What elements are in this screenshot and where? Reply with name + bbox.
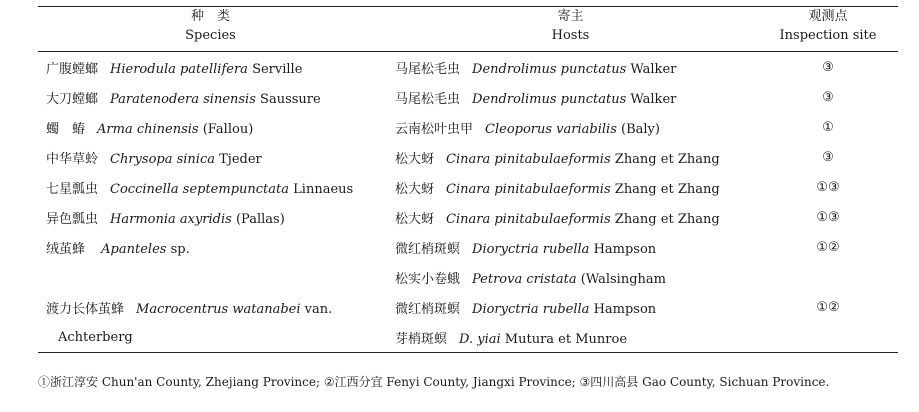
header-hosts [383, 7, 758, 52]
header-site-cn: 观测点 [808, 9, 848, 24]
inspection-site-cell: ①③ [816, 179, 840, 195]
host-authority: Walker [630, 91, 677, 107]
host-authority: Walker [630, 61, 677, 77]
species-host-table-container [38, 6, 898, 353]
table-row [38, 112, 898, 142]
species-chinese-name: 渡力长体茧蜂 [46, 301, 125, 317]
species-cell [38, 52, 383, 83]
host-authority: Hampson [593, 241, 657, 257]
host-scientific-name: Petrova cristata [472, 271, 577, 287]
species-cell [38, 232, 383, 262]
host-scientific-name: Dioryctria rubella [472, 301, 590, 317]
host-cell [383, 82, 758, 112]
species-scientific-name: Chrysopa sinica [110, 151, 215, 167]
host-authority: (Baly) [621, 121, 660, 137]
table-row [38, 322, 898, 353]
host-authority: Zhang et Zhang [614, 181, 720, 197]
host-cell [383, 202, 758, 232]
host-chinese-name: 马尾松毛虫 [395, 61, 461, 77]
header-hosts-en: Hosts [551, 28, 590, 43]
header-species-en: Species [185, 28, 236, 43]
host-authority: (Walsingham [580, 271, 666, 287]
host-cell [383, 322, 758, 353]
inspection-site-cell [758, 262, 898, 292]
species-cell [38, 202, 383, 232]
species-cell [38, 172, 383, 202]
host-cell [383, 112, 758, 142]
species-chinese-name: 绒茧蜂 [46, 241, 86, 257]
species-chinese-name: 异色瓢虫 [46, 211, 99, 227]
species-host-table [38, 6, 898, 353]
host-chinese-name: 松实小卷蛾 [395, 271, 461, 287]
host-cell [383, 142, 758, 172]
host-cell [383, 172, 758, 202]
header-site [758, 7, 898, 52]
species-authority: van. [304, 301, 333, 317]
species-authority: Tjeder [219, 151, 262, 167]
host-chinese-name: 松大蚜 [395, 211, 435, 227]
host-scientific-name: Cinara pinitabulaeformis [446, 151, 611, 167]
inspection-site-cell: ①② [816, 239, 840, 255]
host-scientific-name: Dendrolimus punctatus [472, 61, 627, 77]
host-chinese-name: 芽梢斑螟 [395, 331, 448, 347]
table-body [38, 52, 898, 353]
species-cell [38, 292, 383, 322]
species-cell [38, 112, 383, 142]
species-chinese-name: 七星瓢虫 [46, 181, 99, 197]
inspection-site-cell: ③ [822, 149, 834, 165]
species-cell [38, 322, 383, 353]
table-row [38, 52, 898, 83]
host-cell [383, 292, 758, 322]
host-authority: Zhang et Zhang [614, 211, 720, 227]
host-authority: Zhang et Zhang [614, 151, 720, 167]
species-chinese-name: 蠋 蝽 [46, 121, 86, 137]
inspection-site-cell: ①② [816, 299, 840, 315]
host-cell [383, 232, 758, 262]
host-scientific-name: Dendrolimus punctatus [472, 91, 627, 107]
species-scientific-name: Harmonia axyridis [110, 211, 232, 227]
table-row [38, 262, 898, 292]
species-authority: Apanteles sp. [101, 241, 190, 257]
header-site-en: Inspection site [779, 28, 877, 43]
host-cell [383, 52, 758, 83]
table-row [38, 82, 898, 112]
host-chinese-name: 微红梢斑螟 [395, 241, 461, 257]
species-authority: Achterberg [58, 329, 133, 345]
species-scientific-name: Hierodula patellifera [110, 61, 248, 77]
header-species-cn: 种 类 [190, 9, 230, 24]
table-row [38, 232, 898, 262]
table-row [38, 202, 898, 232]
table-header-row [38, 7, 898, 52]
species-authority: (Pallas) [235, 211, 285, 227]
inspection-site-cell: ③ [822, 89, 834, 105]
inspection-site-cell: ③ [822, 59, 834, 75]
species-cell [38, 142, 383, 172]
species-cell [38, 82, 383, 112]
table-footnote: ①浙江淳安 Chun'an County, Zhejiang Province; ②江西分宜 Fenyi County, Jiangxi Province; ③四川高县 Gao County, Sichuan Province. [38, 375, 830, 389]
species-scientific-name: Arma chinensis [97, 121, 199, 137]
species-scientific-name: Paratenodera sinensis [110, 91, 256, 107]
species-scientific-name: Coccinella septempunctata [110, 181, 290, 197]
species-authority: (Fallou) [202, 121, 254, 137]
host-authority: Mutura et Munroe [504, 331, 628, 347]
inspection-site-cell: ①③ [816, 209, 840, 225]
species-chinese-name: 广腹螳螂 [46, 61, 99, 77]
species-chinese-name: 大刀螳螂 [46, 91, 99, 107]
species-scientific-name: Macrocentrus watanabei [136, 301, 301, 317]
species-authority: Linnaeus [293, 181, 354, 197]
host-scientific-name: Cleoporus variabilis [485, 121, 617, 137]
host-scientific-name: Dioryctria rubella [472, 241, 590, 257]
host-scientific-name: Cinara pinitabulaeformis [446, 211, 611, 227]
host-chinese-name: 云南松叶虫甲 [395, 121, 474, 137]
host-chinese-name: 微红梢斑螟 [395, 301, 461, 317]
host-authority: Hampson [593, 301, 657, 317]
host-cell [383, 262, 758, 292]
host-scientific-name: Cinara pinitabulaeformis [446, 181, 611, 197]
header-species [38, 7, 383, 52]
host-chinese-name: 松大蚜 [395, 181, 435, 197]
table-row [38, 142, 898, 172]
species-authority: Serville [252, 61, 303, 77]
table-row [38, 292, 898, 322]
species-authority: Saussure [260, 91, 321, 107]
species-cell [38, 262, 383, 292]
host-chinese-name: 松大蚜 [395, 151, 435, 167]
inspection-site-cell: ① [822, 119, 834, 135]
species-chinese-name: 中华草蛉 [46, 151, 99, 167]
inspection-site-cell [758, 322, 898, 353]
host-scientific-name: D. yiai [459, 331, 501, 347]
header-hosts-cn: 寄主 [557, 9, 584, 24]
host-chinese-name: 马尾松毛虫 [395, 91, 461, 107]
table-row [38, 172, 898, 202]
